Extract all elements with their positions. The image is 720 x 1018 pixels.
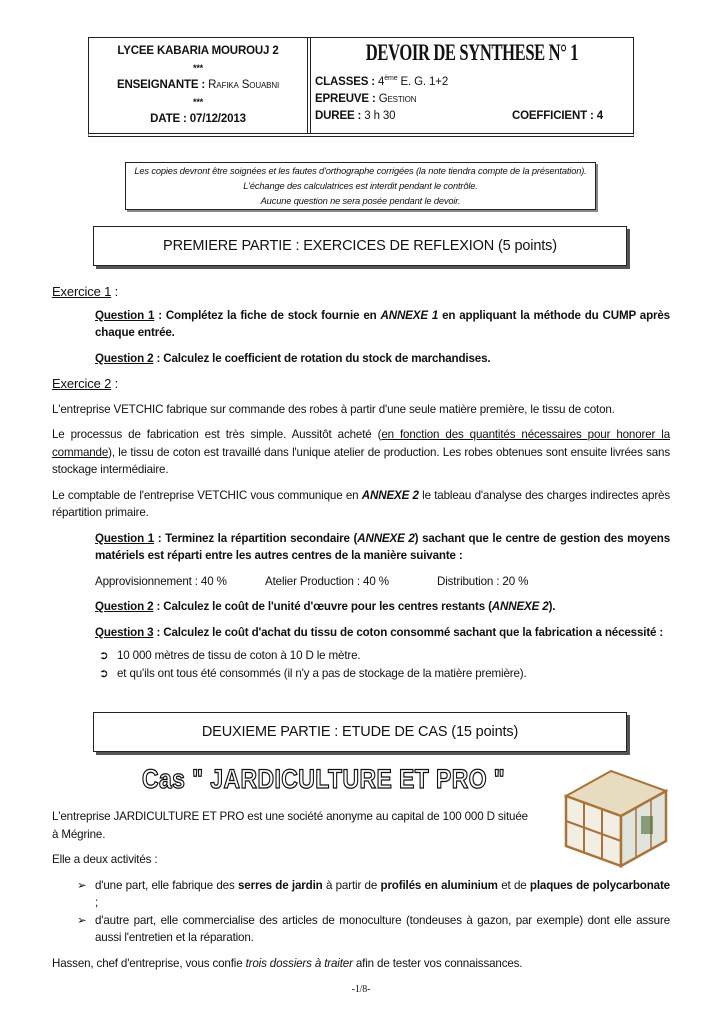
text: serres de jardin: [238, 878, 323, 892]
ex2-question1: [95, 530, 670, 565]
bullet-item: [77, 912, 670, 947]
ex1-question2: [95, 350, 670, 368]
part1-title: PREMIERE PARTIE : EXERCICES DE REFLEXION (5 points): [93, 226, 627, 266]
paragraph: [52, 487, 670, 522]
paragraph: [52, 955, 670, 973]
text: profilés en aluminium: [380, 878, 498, 892]
text: et de: [497, 878, 530, 892]
q-label: Question 2: [95, 600, 154, 613]
text: d'autre part, elle commercialise des articles de monoculture (tondeuses à gazon, par exemple) dont elle assure aussi l'entretien et la réparation.: [95, 913, 670, 944]
bullet-item: [99, 665, 670, 683]
text: Le processus de fabrication est très simple. Aussitôt acheté (: [52, 428, 382, 441]
document-body: [52, 283, 670, 1015]
arrow-bullet-icon: ➢: [77, 913, 87, 927]
duree-label: DUREE :: [315, 110, 362, 122]
bullet-item: [77, 877, 670, 912]
notice-box: [125, 162, 596, 210]
annexe-ref: ANNEXE 2: [361, 488, 419, 502]
q-text: ).: [548, 600, 556, 613]
ex2-question3: [95, 624, 670, 642]
epreuve: [315, 93, 416, 105]
q-text: ) sachant que le centre de gestion des moyens matériels est réparti entre les autres centres de la manière suivante :: [95, 531, 670, 562]
classes-value: E. G. 1+2: [397, 75, 449, 88]
coef-label: COEFFICIENT :: [511, 110, 594, 122]
key-atelier: Atelier Production : 40 %: [265, 574, 389, 588]
duree: [315, 110, 395, 122]
distribution-keys: [95, 573, 670, 591]
separator: ***: [192, 63, 204, 73]
notice-line: Aucune question ne sera posée pendant le devoir.: [260, 196, 461, 206]
q-label: Question 2: [95, 351, 154, 365]
annexe-ref: ANNEXE 2: [357, 531, 415, 545]
school-cell: [89, 38, 311, 133]
ex2-question2: [95, 598, 670, 616]
paragraph: L'entreprise VETCHIC fabrique sur commande des robes à partir d'une seule matière première, le tissu de coton.: [52, 402, 615, 416]
greenhouse-image: [556, 766, 671, 871]
case-title: Cas " JARDICULTURE ET PRO ": [142, 764, 506, 794]
q-text: en appliquant la méthode du CUMP après chaque entrée.: [95, 308, 670, 339]
bullet-text: 10 000 mètres de tissu de coton à 10 D le mètre.: [117, 649, 361, 662]
classes-label: CLASSES :: [315, 75, 375, 88]
exercise1-heading: Exercice 1 :: [52, 284, 119, 299]
text: ), le tissu de coton est travaillé dans l'unique atelier de production. Les robes obtenues sont ensuite livrées sans stockage intermédiaire.: [52, 445, 670, 476]
key-distribution: Distribution : 20 %: [437, 574, 529, 588]
q-text: : Calculez le coût de l'unité d'œuvre pour les centres restants (: [153, 600, 492, 613]
q-text: : Calculez le coefficient de rotation du stock de marchandises.: [153, 351, 491, 365]
q-text: : Calculez le coût d'achat du tissu de coton consommé sachant que la fabrication a nécessité :: [153, 625, 664, 639]
exam-title: DEVOIR DE SYNTHESE N° 1: [365, 40, 579, 65]
ex2-label: Exercice 2: [52, 376, 112, 391]
annexe-ref: ANNEXE 1: [380, 308, 439, 322]
exam-cell: [311, 38, 633, 133]
paragraph: L'entreprise JARDICULTURE ET PRO est une société anonyme au capital de 100 000 D située à Mégrine.: [52, 810, 528, 841]
text: à partir de: [322, 878, 381, 892]
teacher-label: ENSEIGNANTE :: [116, 79, 206, 91]
arrow-bullet-icon: ➲: [99, 666, 109, 680]
text: d'une part, elle fabrique des: [95, 878, 238, 892]
part2-title: DEUXIEME PARTIE : ETUDE DE CAS (15 points): [93, 712, 627, 752]
paragraph: Elle a deux activités :: [52, 853, 158, 866]
classes-level: 4: [378, 75, 385, 88]
text: le tableau d'analyse des charges indirectes après répartition primaire.: [52, 488, 670, 519]
date-value: 07/12/2013: [189, 113, 246, 125]
q-label: Question 1: [95, 531, 155, 545]
ex1-label: Exercice 1: [52, 284, 112, 299]
separator: ***: [192, 97, 204, 107]
page-number: -1/8-: [351, 984, 371, 995]
key-appro: Approvisionnement : 40 %: [95, 574, 227, 588]
bullet-item: [99, 647, 670, 665]
bullet-text: et qu'ils ont tous été consommés (il n'y a pas de stockage de la matière première).: [117, 666, 527, 680]
classes: [315, 75, 448, 88]
arrow-bullet-icon: ➲: [99, 649, 109, 662]
school-name: LYCEE KABARIA MOUROUJ 2: [117, 45, 279, 57]
classes-sup: ème: [384, 75, 398, 82]
date-label: DATE :: [150, 113, 187, 125]
epreuve-value: Gestion: [378, 93, 417, 105]
coef-value: 4: [596, 110, 603, 122]
arrow-bullet-icon: ➢: [77, 878, 87, 892]
text: trois dossiers à traiter: [245, 956, 353, 970]
notice-line: Les copies devront être soignées et les fautes d'orthographe corrigées (la note tiendra compte de la présentation).: [134, 166, 587, 176]
exercise2-heading: Exercice 2 :: [52, 376, 119, 391]
annexe-ref: ANNEXE 2: [491, 600, 549, 613]
notice-line: L'échange des calculatrices est interdit pendant le contrôle.: [243, 181, 478, 191]
text: plaques de polycarbonate: [529, 878, 670, 892]
duree-value: 3 h 30: [364, 110, 396, 122]
header-box: [88, 37, 634, 137]
text: en fonction des quantités nécessaires pour honorer la commande: [52, 428, 670, 459]
ex1-question1: [95, 307, 670, 342]
teacher-name: Rafika Souabni: [208, 79, 280, 91]
epreuve-label: EPREUVE :: [315, 93, 376, 105]
q-label: Question 1: [95, 308, 155, 322]
text: ;: [95, 896, 99, 909]
text: Le comptable de l'entreprise VETCHIC vous communique en: [52, 488, 362, 502]
q-label: Question 3: [95, 625, 154, 639]
text: Hassen, chef d'entreprise, vous confie: [52, 956, 246, 970]
case-header: [52, 764, 670, 800]
text: afin de tester vos connaissances.: [352, 956, 523, 970]
q-text: : Complétez la fiche de stock fournie en: [154, 308, 381, 322]
teacher: [89, 77, 307, 94]
paragraph: [52, 426, 670, 479]
coefficient: [512, 110, 603, 122]
date: [89, 111, 307, 128]
q-text: : Terminez la répartition secondaire (: [154, 531, 358, 545]
